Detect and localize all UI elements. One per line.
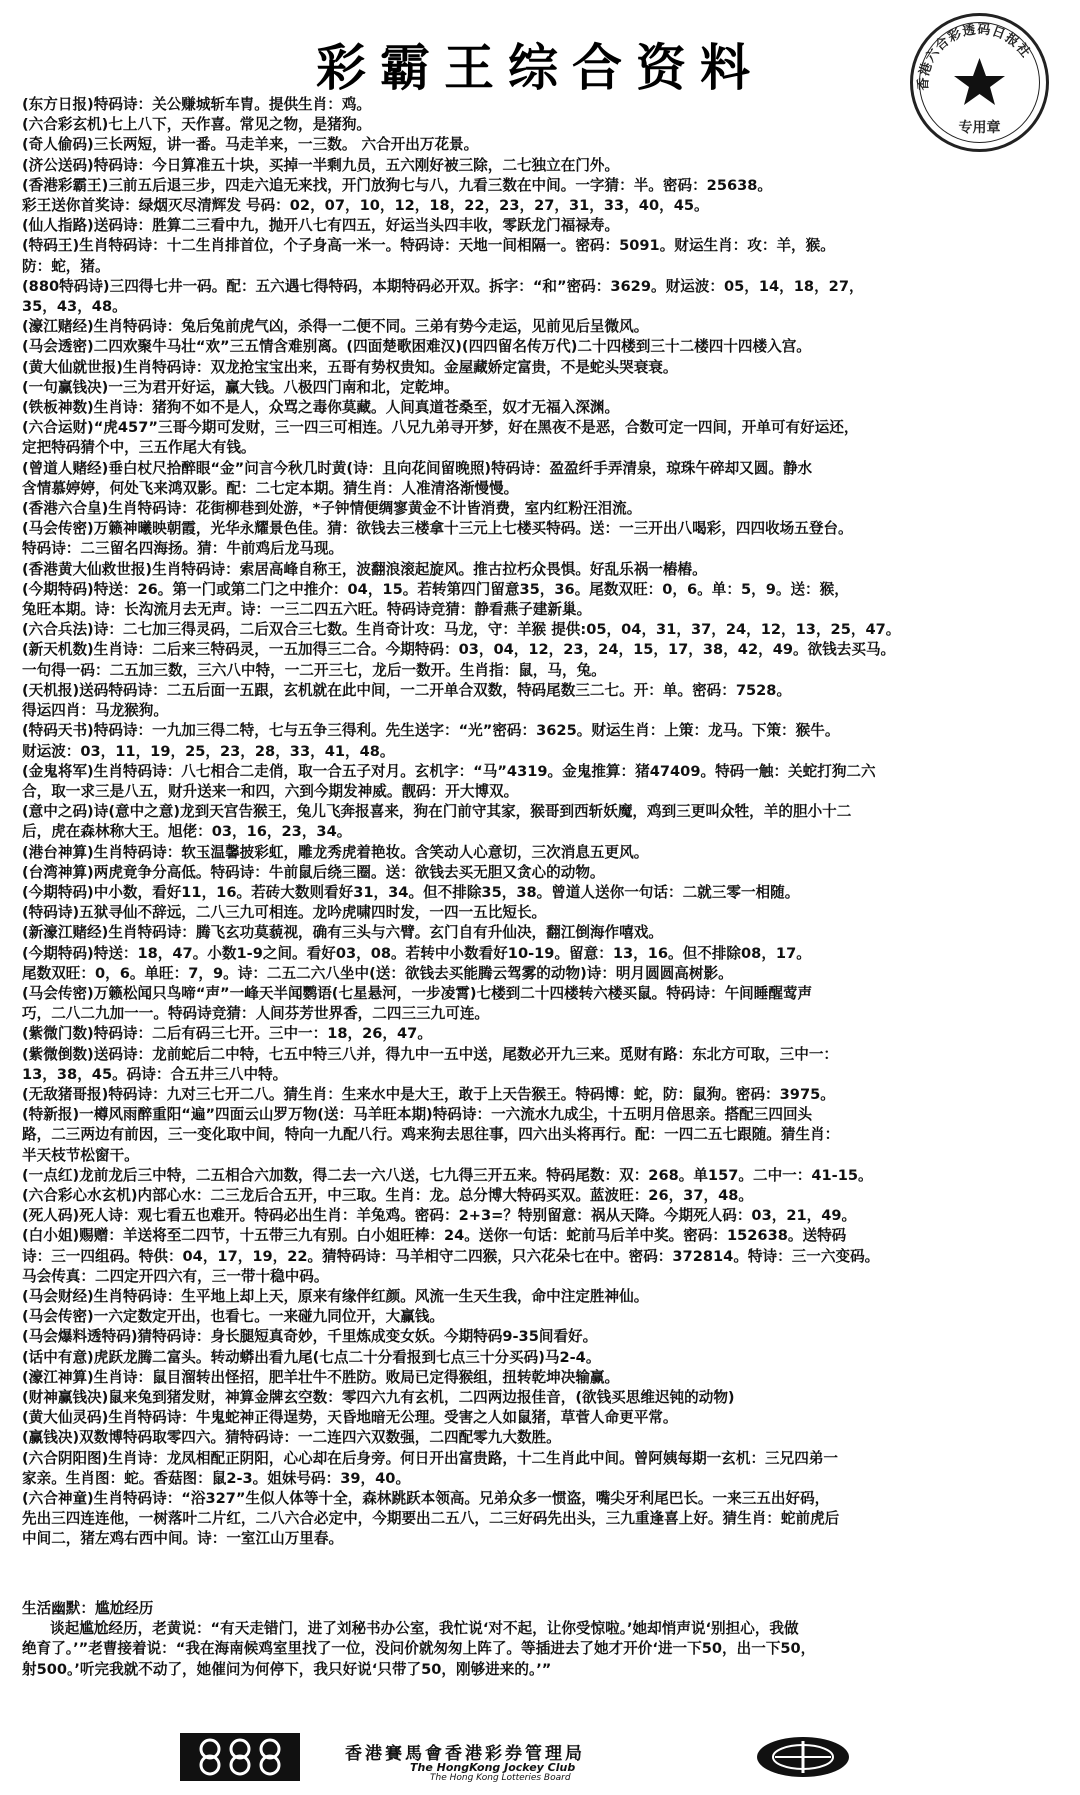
humor-section (22, 1599, 1052, 1680)
content-line (22, 742, 1052, 762)
source-tag: (铁板神数) (22, 399, 94, 417)
content-line (22, 1428, 1052, 1448)
content-line (22, 1206, 1052, 1226)
line-text: 后，虎在森林称大王。旭佬：03，16，23，34。 (22, 823, 352, 841)
line-text: 内部心水：二三龙后合五开，中三取。生肖：龙。总分博大特码买双。蓝波旺：26，37，48。 (137, 1186, 753, 1204)
source-tag: (无敌猪哥报) (22, 1085, 109, 1103)
line-text: 生肖特码诗：牛鬼蛇神正得逞势，天昏地暗无公理。受害之人如鼠猪，草菅人命更平常。 (108, 1409, 678, 1427)
content-line (22, 1004, 1052, 1024)
line-text: 龙前龙后三中特，二五相合六加数，得二去一六八送，七九得三开五来。特码尾数：双：268。单157。二中一：41-15。 (79, 1166, 873, 1184)
source-tag: (赢钱决) (22, 1429, 80, 1447)
source-tag: (特码天书) (22, 722, 94, 740)
line-text: 万籁松闻只鸟啼“声”一峰天半闻鹦语(七星悬河，一步凌霄)七楼到二十四楼转六楼买鼠。特码诗：午间睡醒莺声 (93, 984, 813, 1002)
seal-top-text: 香港六合彩透码日报社 (916, 22, 1034, 91)
source-tag: (六合兵法) (22, 621, 94, 639)
line-text: 双数博特码取零四六。猜特码诗：一二连四六双数强，二四配零九大数胜。 (79, 1429, 561, 1447)
content-line (22, 944, 1052, 964)
line-text: 尾数双旺：0，6。单旺：7，9。诗：二五二六八坐中(送：欲钱去买能腾云驾雾的动物)诗：明月圆圆高树影。 (22, 964, 733, 982)
footer (0, 1733, 1080, 1781)
line-text: 合，取一求三是八五，财升送来一和四，六到今期发神威。靓码：开大博双。 (22, 782, 519, 800)
content-line (22, 236, 1052, 256)
content-line (22, 681, 1052, 701)
source-tag: (马会透密) (22, 338, 94, 356)
line-text: 彩王送你首奖诗：绿烟灭尽清辉发 号码：02，07，10，12，18，22，23，27，31，33，40，45。 (22, 197, 709, 215)
line-text: 生肖特码诗：“浴327”生似人体等十全，森林跳跃本领高。兄弟众多一惯盗，嘴尖牙利尾巴长。一来三五出好码， (93, 1490, 830, 1508)
line-text: 路，二三两边有前因，三一变化取中间，特向一九配八行。鸡来狗去思往事，四六出头将再行。配：一四二五七跟随。猜生肖： (22, 1126, 840, 1144)
line-text: 三前五后退三步，四走六追无来找，开门放狗七与八，九看三数在中间。一字猜：半。密码：25638。 (108, 176, 773, 194)
line-text: 35，43，48。 (22, 298, 127, 316)
line-text: 生肖诗：龙凤相配正阴阳，心心却在后身旁。何日开出富贵路，十二生肖此中间。曾阿姨每期一玄机：三兄四弟一 (108, 1449, 839, 1467)
source-tag: (天机报) (22, 681, 80, 699)
content-line (22, 701, 1052, 721)
content-line (22, 519, 1052, 539)
source-tag: (马会传密) (22, 520, 94, 538)
content-line (22, 1065, 1052, 1085)
source-tag: (新濠江赌经) (22, 924, 109, 942)
source-tag: (特新报) (22, 1106, 80, 1124)
line-text: 五狱寻仙不辞远，二八三九可相连。龙吟虎啸四时发，一四一五比短长。 (79, 904, 547, 922)
content-line (22, 762, 1052, 782)
source-tag: (香港六合皇) (22, 500, 109, 518)
source-tag: (意中之码) (22, 803, 94, 821)
content-line (22, 1226, 1052, 1246)
content-line (22, 1125, 1052, 1145)
line-text: 虎跃龙腾二富头。转动蟒出看九尾(七点二十分看报到七点三十分买码)马2-4。 (93, 1348, 601, 1366)
source-tag: (特码王) (22, 237, 80, 255)
content-line (22, 721, 1052, 741)
source-tag: (一句赢钱决) (22, 378, 109, 396)
content-line (22, 782, 1052, 802)
source-tag: (今期特码) (22, 883, 94, 901)
content-line (22, 1105, 1052, 1125)
content-line (22, 600, 1052, 620)
line-text: 生肖特码诗：十二生肖排首位，个子身高一米一。特码诗：天地一间相隔一。密码：5091。财运生肖：攻：羊，猴。 (79, 237, 835, 255)
line-text: 垂白杖尺拾醉眼“金”问言今秋几时黄(诗：且向花间留晚照)特码诗：盈盈纤手弄清泉，琼珠午碎却又圆。静水 (108, 459, 813, 477)
line-text: 生肖特码诗：索居高峰自称王，波翻浪滚起旋风。推古拉朽众畏惧。好乱乐祸一樁樁。 (152, 560, 707, 578)
line-text: 送码特码诗：二五后面一五跟，玄机就在此中间，一二开单合双数，特码尾数三二七。开：单。密码：7528。 (79, 681, 792, 699)
source-tag: (曾道人赌经) (22, 459, 109, 477)
source-tag: (六合阴阳图) (22, 1449, 109, 1467)
source-tag: (黄大仙就世报) (22, 358, 123, 376)
content-line (22, 1307, 1052, 1327)
content-line (22, 1348, 1052, 1368)
line-text: 特码诗：二后有码三七开。三中一：18，26，47。 (93, 1025, 432, 1043)
source-tag: (济公送码) (22, 156, 94, 174)
content-line (22, 499, 1052, 519)
line-text: 送码诗：胜算二三看中九，抛开八七有四五，好运当头四丰收，零跃龙门福禄寿。 (93, 217, 620, 235)
line-text: 生肖特码诗：八七相合二走俏，取一合五子对月。玄机字：“马”4319。金鬼推算：猪47409。特码一触：关蛇打狗二六 (93, 762, 876, 780)
line-text: 二四欢聚牛马壮“欢”三五情含难别离。(四面楚歌困难汉)(四四留名传万代)二十四楼到三十二楼四十四楼入宫。 (93, 338, 811, 356)
line-text: 鼠来兔到猪发财，神算金牌玄空数：零四六九有玄机，二四两边报佳音，(欲钱买思维迟钝的动物) (108, 1389, 735, 1406)
humor-title: 生活幽默：尴尬经历 (22, 1600, 154, 1617)
content-line (22, 277, 1052, 297)
content-line (22, 438, 1052, 458)
source-tag: (白小姐) (22, 1227, 80, 1245)
source-tag: (马会传密) (22, 1308, 94, 1326)
content-line (22, 539, 1052, 559)
line-text: 生肖特码诗：双龙抢宝宝出来，五哥有势权贵知。金屋藏娇定富贵，不是蛇头哭衰衰。 (122, 358, 678, 376)
line-text: 先出三四连连他，一树落叶二片红，二八六合必定中，今期要出二五八，二三好码先出头，三九重逢喜上好。猜生肖：蛇前虎后 (22, 1510, 840, 1528)
content-line (22, 156, 1052, 176)
content-line (22, 863, 1052, 883)
line-text: 中间二，猪左鸡右西中间。诗：一室江山万里春。 (22, 1530, 344, 1548)
content-line (22, 620, 1052, 640)
content-line (22, 176, 1052, 196)
line-text: 特送：18，47。小数1-9之间。看好03，08。若转中小数看好10-19。留意：13，16。但不排除08，17。 (93, 944, 811, 962)
line-text: “虎457”三哥今期可发财，三一四三可相连。八兄九弟寻开梦，好在黑夜不是恶，合数可定一四间，开单可有好运还， (93, 419, 859, 437)
line-text: 定把特码猜个中，三五作尾大有钱。 (22, 439, 256, 457)
content-line (22, 216, 1052, 236)
content-line (22, 95, 1052, 115)
line-text: 一樽风雨醉重阳“遍”四面云山罗万物(送：马羊旺本期)特码诗：一六流水九成尘，十五明月倍思亲。搭配三四回头 (79, 1106, 813, 1124)
source-tag: (仙人指路) (22, 217, 94, 235)
line-text: 生肖诗：鼠目溜转出怪招，肥羊壮牛不胜防。败局已定得猴组，扭转乾坤决输赢。 (93, 1368, 620, 1386)
source-tag: (奇人偷码) (22, 136, 94, 154)
content-line (22, 317, 1052, 337)
source-tag: (香港彩霸王) (22, 176, 109, 194)
lotteries-board-logo-icon (755, 1735, 851, 1779)
source-tag: (财神赢钱决) (22, 1389, 109, 1406)
content-line (22, 1186, 1052, 1206)
source-tag: (马会爆料透特码) (22, 1328, 138, 1346)
source-tag: (新天机数) (22, 641, 94, 659)
line-text: 特码诗：一九加三得二特，七与五争三得利。先生送字：“光”密码：3625。财运生肖：上策：龙马。下策：猴牛。 (93, 722, 840, 740)
source-tag: (紫微门数) (22, 1025, 94, 1043)
line-text: 一六定数定开出，也看七。一来碰九同位开，大赢钱。 (93, 1308, 444, 1326)
content-line (22, 822, 1052, 842)
source-tag: (台湾神算) (22, 863, 94, 881)
line-text: 巧，二八二九加一一。特码诗竞猜：人间芬芳世界香，二四三三九可连。 (22, 1005, 490, 1023)
line-text: 特码诗：关公赚城斩车胄。提供生肖：鸡。 (93, 96, 372, 113)
line-text: 特码诗：九对三七开二八。猜生肖：生来水中是大王，敢于上天告猴王。特码博：蛇，防：鼠狗。密码：3975。 (108, 1085, 835, 1103)
content-line (22, 923, 1052, 943)
source-tag: (一点红) (22, 1166, 80, 1184)
content-line (22, 1024, 1052, 1044)
line-text: 特送：26。第一门或第二门之中推介：04，15。若转第四门留意35，36。尾数双旺：0，6。单：5，9。送：猴， (93, 580, 849, 598)
line-text: 生肖诗：二后来三特码灵，一五加得三二合。今期特码：03，04，12，23，24，15，17，38，42，49。欲钱去买马。 (93, 641, 896, 659)
content-line (22, 1388, 1052, 1408)
source-tag: (金鬼将军) (22, 762, 94, 780)
line-text: 13，38，45。码诗：合五井三八中特。 (22, 1065, 288, 1083)
source-tag: (港台神算) (22, 843, 94, 861)
content-body (22, 95, 1052, 1550)
line-text: 死人诗：观七看五也难开。特码必出生肖：羊兔鸡。密码：2+3=？特别留意：祸从天降。今期死人码：03，21，49。 (79, 1207, 857, 1225)
humor-line: 谈起尴尬经历，老黄说：“有天走错门，进了刘秘书办公室，我忙说‘对不起，让你受惊啦。’她却悄声说‘别担心，我做 (50, 1620, 799, 1638)
line-text: 送码诗：龙前蛇后二中特，七五中特三八并，得九中一五中送，尾数必开九三来。觅财有路：东北方可取，三中一： (93, 1045, 839, 1063)
jockey-club-logo-icon (180, 1733, 300, 1781)
line-text: 兔旺本期。诗：长沟流月去无声。诗：一三二四五六旺。特码诗竞猜：静看燕子建新巢。 (22, 601, 592, 619)
line-text: 一句得一码：二五加三数，三六八中特，一二开三七，龙后一数开。生肖指：鼠，马，兔。 (22, 661, 606, 679)
line-text: 生肖诗：猪狗不如不是人，众骂之毒你莫藏。人间真道苍桑至，奴才无福入深渊。 (93, 399, 620, 417)
line-text: 生肖特码诗：软玉温馨披彩虹，雕龙秀虎着艳妆。含笑动人心意切，三次消息五更风。 (93, 843, 649, 861)
content-line (22, 984, 1052, 1004)
content-line (22, 1368, 1052, 1388)
source-tag: (香港黄大仙救世报) (22, 560, 153, 578)
source-tag: (880特码诗) (22, 277, 110, 295)
source-tag: (濠江赌经) (22, 318, 94, 336)
source-tag: (六合神童) (22, 1490, 94, 1508)
line-text: 防：蛇，猪。 (22, 257, 110, 275)
source-tag: (濠江神算) (22, 1368, 94, 1386)
line-text: 得运四肖：马龙猴狗。 (22, 702, 168, 720)
content-line (22, 337, 1052, 357)
line-text: 七上八下，天作喜。常见之物，是猪狗。 (108, 116, 372, 134)
content-line (22, 1247, 1052, 1267)
seal-bottom-text: 专用章 (958, 120, 1001, 136)
content-line (22, 1449, 1052, 1469)
line-text: 家亲。生肖图：蛇。香菇图：鼠2-3。姐妹号码：39，40。 (22, 1469, 411, 1487)
content-line (22, 883, 1052, 903)
content-line (22, 257, 1052, 277)
content-line (22, 1267, 1052, 1287)
content-line (22, 1509, 1052, 1529)
content-line (22, 196, 1052, 216)
source-tag: (紫微倒数) (22, 1045, 94, 1063)
content-line (22, 135, 1052, 155)
source-tag: (马会传密) (22, 984, 94, 1002)
content-line (22, 843, 1052, 863)
humor-line: 绝育了。’”老曹接着说：“我在海南候鸡室里找了一位，没问价就匆匆上阵了。等插进去了她才开价‘进一下50，出一下50， (22, 1640, 816, 1658)
line-text: 生肖特码诗：生平地上却上天，原来有缘伴红颜。风流一生天生我，命中注定胜神仙。 (93, 1287, 649, 1305)
content-line (22, 115, 1052, 135)
content-line (22, 1045, 1052, 1065)
content-line (22, 580, 1052, 600)
line-text: 一三为君开好运，赢大钱。八极四门南和北，定乾坤。 (108, 378, 459, 396)
line-text: 财运波：03，11，19，25，23，28，33，41，48。 (22, 742, 395, 760)
content-line (22, 358, 1052, 378)
line-text: 马会传真：二四定开四六有，三一带十稳中码。 (22, 1267, 329, 1285)
humor-line: 射500。’听完我就不动了，她催问为何停下，我只好说‘只带了50，刚够进来的。’” (22, 1660, 552, 1678)
line-text: 生肖特码诗：兔后兔前虎气凶，杀得一二便不同。三弟有势今走运，见前见后呈微风。 (93, 318, 649, 336)
line-text: 特码诗：二三留名四海扬。猜：牛前鸡后龙马现。 (22, 540, 344, 558)
line-text: 三四得七井一码。配：五六遇七得特码，本期特码必开双。拆字：“和”密码：3629。财运波：05，14，18，27， (109, 277, 864, 295)
source-tag: (马会财经) (22, 1287, 94, 1305)
source-tag: (黄大仙灵码) (22, 1409, 109, 1427)
content-line (22, 661, 1052, 681)
content-line (22, 903, 1052, 923)
line-text: 猜特码诗：身长腿短真奇妙，千里炼成变女妖。今期特码9-35间看好。 (137, 1328, 598, 1346)
source-tag: (话中有意) (22, 1348, 94, 1366)
content-line (22, 1469, 1052, 1489)
content-line (22, 378, 1052, 398)
content-line (22, 802, 1052, 822)
line-text: 两虎竟争分高低。特码诗：牛前鼠后绕三圈。送：欲钱去买无胆又贪心的动物。 (93, 863, 605, 881)
line-text: 三长两短，讲一番。马走羊来，一三数。 六合开出万花景。 (93, 136, 479, 154)
content-line (22, 1166, 1052, 1186)
content-line (22, 964, 1052, 984)
line-text: 中小数，看好11，16。若砖大数则看好31，34。但不排除35，38。曾道人送你一句话：二就三零一相随。 (93, 883, 800, 901)
content-line (22, 1489, 1052, 1509)
line-text: 特码诗：今日算准五十块，买掉一半剩九员，五六刚好被三除，二七独立在门外。 (93, 156, 620, 174)
source-tag: (六合运财) (22, 419, 94, 437)
line-text: 万籁神曦映朝霞，光华永耀景色佳。猜：欲钱去三楼拿十三元上七楼买特码。送：一三开出八喝彩，四四收场五登台。 (93, 520, 853, 538)
line-text: 诗：三一四组码。特供：04，17，19，22。猜特码诗：马羊相守二四猴，只六花朵七在中。密码：372814。特诗：三一六变码。 (22, 1247, 880, 1265)
content-line (22, 418, 1052, 438)
source-tag: (特码诗) (22, 904, 80, 922)
content-line (22, 1287, 1052, 1307)
footer-chinese-name: 香港賽馬會香港彩券管理局 (345, 1744, 585, 1764)
page-title: 彩霸王综合资料 (316, 38, 764, 97)
source-tag: (今期特码) (22, 944, 94, 962)
line-text: 诗：二七加三得灵码，二后双合三七数。生肖奇计攻：马龙，守：羊猴 提供:05，04，31，37，24，12，13，25，47。 (93, 621, 901, 639)
content-line (22, 1085, 1052, 1105)
content-line (22, 1408, 1052, 1428)
content-line (22, 297, 1052, 317)
line-text: 诗(意中之意)龙到天宫告猴王，兔儿飞奔报喜来，狗在门前守其家，猴哥到西斩妖魔，鸡到三更叫众牲，羊的胆小十二 (93, 803, 852, 821)
line-text: 赐赠：羊送将至二四节，十五带三九有别。白小姐旺棒：24。送你一句话：蛇前马后羊中奖。密码：152638。送特码 (79, 1227, 847, 1245)
source-tag: (六合彩玄机) (22, 116, 109, 134)
line-text: 半天枝节松窗干。 (22, 1146, 139, 1164)
content-line (22, 640, 1052, 660)
source-tag: (六合彩心水玄机) (22, 1186, 138, 1204)
line-text: 含情慕婷婷，何处飞来鸿双影。配：二七定本期。猜生肖：人准清洛渐慢慢。 (22, 479, 519, 497)
content-line (22, 459, 1052, 479)
content-line (22, 1529, 1052, 1549)
source-tag: (东方日报) (22, 96, 94, 113)
line-text: 生肖特码诗：腾飞玄功莫藐视，确有三头与六臂。玄门自有升仙决，翻江倒海作嘻戏。 (108, 924, 663, 942)
line-text: 生肖特码诗：花街柳巷到处游，*子钟情便绸寥黄金不计皆消费，室内红粉汪泪流。 (108, 500, 642, 518)
content-line (22, 1146, 1052, 1166)
footer-english-name: The HongKong Jockey Club (410, 1761, 576, 1774)
content-line (22, 1327, 1052, 1347)
footer-english-subname: The Hong Kong Lotteries Board (430, 1773, 571, 1783)
source-tag: (死人码) (22, 1207, 80, 1225)
source-tag: (今期特码) (22, 580, 94, 598)
content-line (22, 560, 1052, 580)
content-line (22, 479, 1052, 499)
content-line (22, 398, 1052, 418)
